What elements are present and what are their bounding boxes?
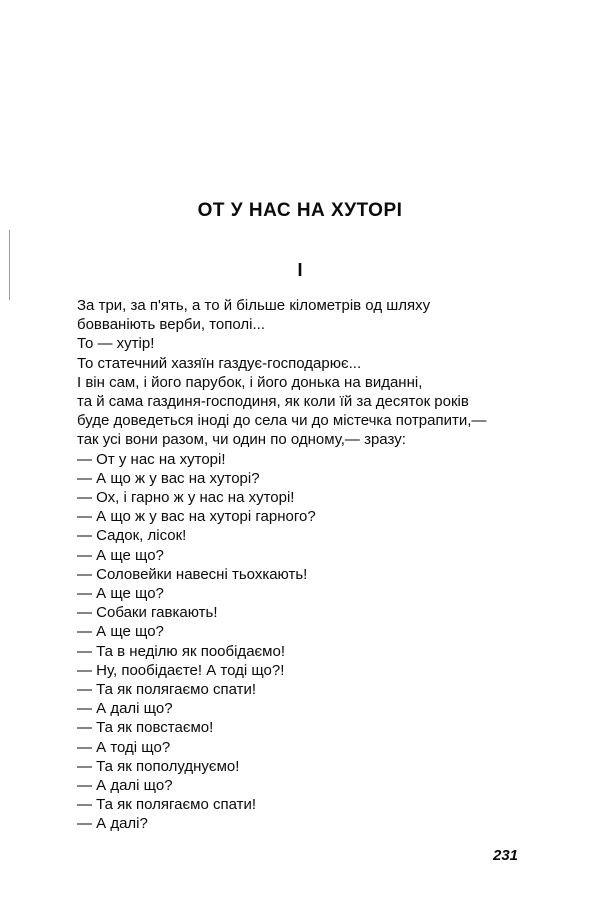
dialogue-line: — А ще що?	[77, 585, 164, 603]
dialogue-line: — Та як полягаємо спати!	[77, 796, 257, 814]
text-line: бовваніють верби, тополі...	[77, 316, 265, 334]
chapter-title: ОТ У НАС НА ХУТОРІ	[197, 200, 403, 221]
text-line: То статечний хазяїн газдує-господарює...	[77, 354, 362, 372]
dialogue-line: — А що ж у вас на хуторі?	[77, 469, 260, 487]
text-line: та й сама газдиня-господиня, як коли їй за десяток років	[77, 393, 469, 411]
dialogue-line: — Та як повстаємо!	[77, 719, 214, 737]
text-line: буде доведеться іноді до села чи до містечка потрапити,—	[77, 412, 487, 430]
dialogue-line: — А далі що?	[77, 700, 173, 718]
text-line: То — хутір!	[77, 335, 155, 353]
dialogue-line: — Ох, і гарно ж у нас на хуторі!	[77, 489, 295, 507]
text-line: За три, за п'ять, а то й більше кілометрів од шляху	[77, 297, 431, 314]
dialogue-line: — А далі?	[77, 815, 148, 833]
dialogue-line: — А тоді що?	[77, 738, 171, 756]
text-line: І він сам, і його парубок, і його донька на виданні,	[77, 373, 423, 391]
dialogue-line: — Та в неділю як пообідаємо!	[77, 642, 286, 660]
section-number: I	[297, 260, 303, 280]
dialogue-line: — Та як пополуднуємо!	[77, 757, 240, 775]
page-number: 231	[493, 847, 519, 864]
body-text	[77, 296, 557, 834]
dialogue-line: — Собаки гавкають!	[77, 604, 218, 622]
dialogue-line: — А далі що?	[77, 777, 173, 795]
dialogue-line: — А ще що?	[77, 546, 164, 564]
dialogue-line: — А що ж у вас на хуторі гарного?	[77, 508, 316, 526]
dialogue-line: — Та як полягаємо спати!	[77, 681, 257, 699]
dialogue-line: — Ну, пообідаєте! А тоді що?!	[77, 661, 285, 679]
dialogue-line: — Соловейки навесні тьохкають!	[77, 565, 308, 583]
dialogue-line: — А ще що?	[77, 623, 164, 641]
text-line: так усі вони разом, чи один по одному,— зразу:	[77, 431, 406, 449]
dialogue-line: — От у нас на хуторі!	[77, 450, 226, 468]
dialogue-line: — Садок, лісок!	[77, 527, 187, 545]
